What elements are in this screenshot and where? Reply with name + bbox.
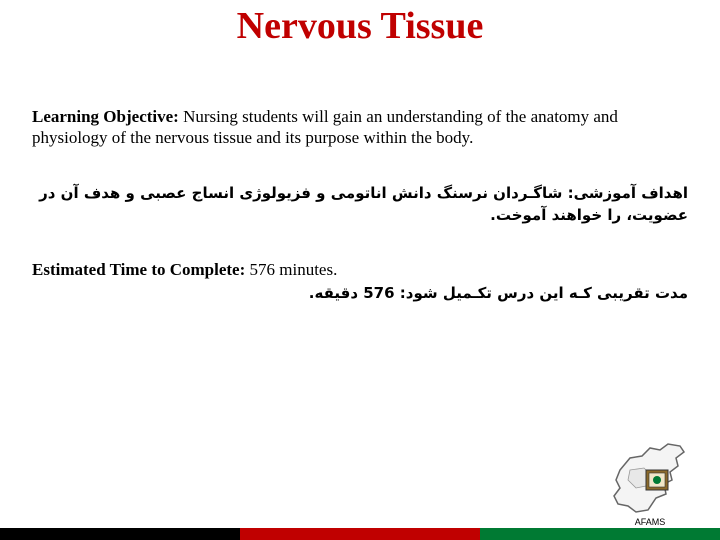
afams-logo [600,440,700,520]
learning-objective [32,106,692,148]
estimated-time [32,259,692,280]
estimated-time-dari-text: 576 دقیقه. [308,284,400,302]
learning-objective-dari-text: شاگـردان نرسنگ دانش اناتومی و فزیولوژی انساج عصبی و هدف آن در عضویت، را خواهند آموخت. [39,184,688,224]
flag-bar-black [0,528,240,540]
learning-objective-text: Nursing students will gain an understanding of the anatomy and physiology of the nervous tissue and its purpose within the body. [32,107,618,147]
learning-objective-label: Learning Objective: [32,107,179,126]
estimated-time-label: Estimated Time to Complete: [32,260,246,279]
afams-caption: AFAMS [634,517,666,527]
page-title: Nervous Tissue [236,5,484,47]
flag-color-bar [0,528,720,540]
flag-bar-red [240,528,480,540]
afghanistan-map-icon [600,440,700,520]
estimated-time-dari [28,282,688,304]
flag-bar-green [480,528,720,540]
learning-objective-dari [28,182,688,226]
estimated-time-text: 576 minutes. [245,260,338,279]
estimated-time-dari-label: مدت تقریبی کـه این درس تکـمیل شود: [399,284,688,302]
learning-objective-dari-label: اهداف آموزشی: [567,184,688,202]
